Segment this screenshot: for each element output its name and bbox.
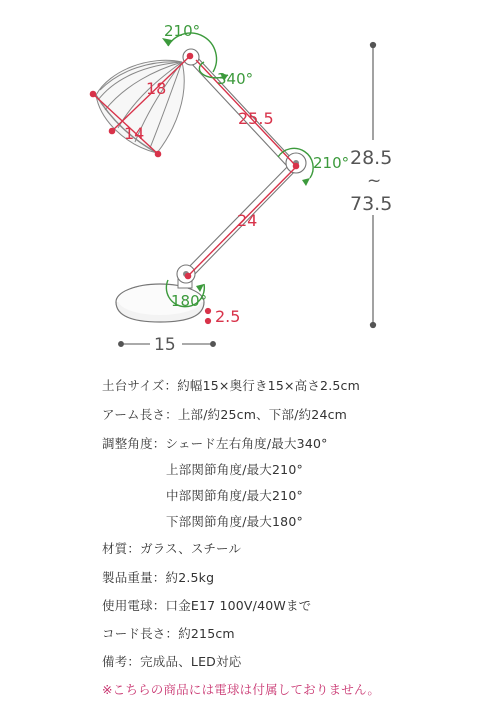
spec-angle-upper: 上部関節角度/最大210°: [166, 462, 303, 477]
spec-angle-middle: 中部関節角度/最大210°: [166, 488, 303, 503]
spec-remarks: 備考：完成品、LED対応: [102, 654, 242, 669]
arrow-head-middle: [302, 178, 310, 186]
spec-material: 材質：ガラス、スチール: [102, 541, 242, 556]
angle-label-shade-top: 210°: [164, 22, 201, 40]
spec-note: ※こちらの商品には電球は付属しておりません。: [102, 682, 381, 697]
angle-label-shade-rotate: 340°: [217, 70, 254, 88]
length-label-lower-arm: 24: [237, 211, 258, 230]
height-label-max: 73.5: [350, 193, 393, 215]
length-label-shade-diagonal: 18: [146, 79, 167, 98]
spec-arm-length: アーム長さ：上部/約25cm、下部/約24cm: [102, 407, 348, 422]
spec-angle-title: 調整角度：シェード左右角度/最大340°: [102, 436, 328, 451]
height-label-tilde: ~: [367, 171, 382, 191]
angle-label-middle-joint: 210°: [313, 154, 350, 172]
height-label-min: 28.5: [350, 147, 393, 169]
angle-label-bottom-joint: 180°: [171, 292, 208, 310]
spec-bulb: 使用電球：口金E17 100V/40Wまで: [102, 598, 312, 613]
length-label-base-width: 15: [154, 335, 176, 355]
length-label-shade-width: 14: [124, 124, 145, 143]
length-label-upper-arm: 25.5: [238, 109, 274, 128]
spec-angle-lower: 下部関節角度/最大180°: [166, 514, 303, 529]
spec-base-size: 土台サイズ：約幅15×奥行き15×高さ2.5cm: [102, 378, 360, 393]
spec-cord: コード長さ：約215cm: [102, 626, 235, 641]
arrow-head-bottom: [196, 284, 204, 292]
spec-weight: 製品重量：約2.5kg: [102, 570, 215, 585]
length-label-base-height: 2.5: [215, 307, 241, 326]
